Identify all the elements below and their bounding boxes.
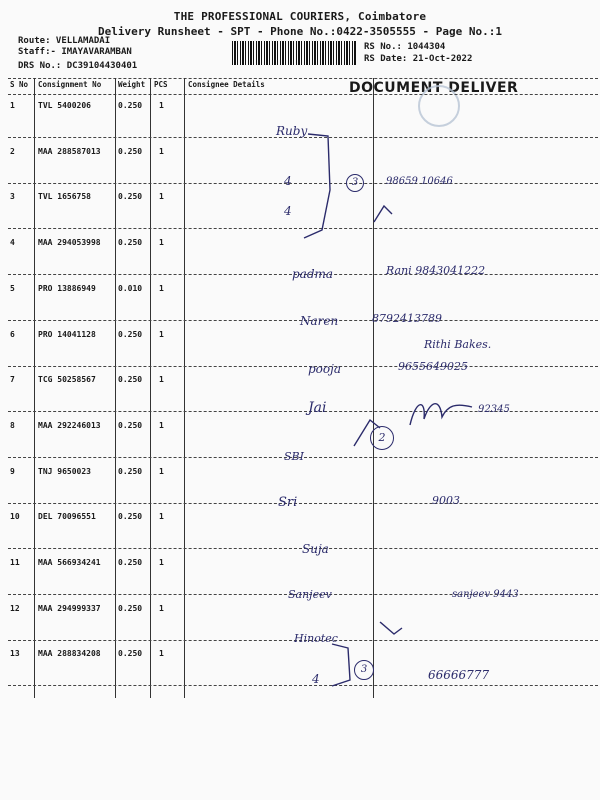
weight-value: 0.250 xyxy=(118,558,143,567)
pieces-count: 1 xyxy=(159,101,164,110)
pieces-count: 1 xyxy=(159,649,164,658)
consignment-number: MAA 288587013 xyxy=(38,147,101,156)
row-divider xyxy=(8,366,598,367)
signature-scribble xyxy=(406,395,476,431)
row-serial-number: 10 xyxy=(10,512,20,521)
handwriting-naren-phone: 8792413789 xyxy=(372,312,442,325)
handwriting-ruby: Ruby xyxy=(276,124,308,138)
row-serial-number: 5 xyxy=(10,284,15,293)
weight-value: 0.250 xyxy=(118,330,143,339)
row-serial-number: 2 xyxy=(10,147,15,156)
row-serial-number: 3 xyxy=(10,192,15,201)
consignment-number: TVL 5400206 xyxy=(38,101,91,110)
column-divider xyxy=(115,78,116,698)
ditto-mark: 4 xyxy=(284,174,292,188)
consignment-number: TNJ 9650023 xyxy=(38,467,91,476)
consignment-number: MAA 294053998 xyxy=(38,238,101,247)
drs-number: DRS No.: DC39104430401 xyxy=(18,61,138,71)
pieces-count: 1 xyxy=(159,330,164,339)
column-divider xyxy=(373,78,374,698)
handwriting-rithi: Rithi Bakes. xyxy=(424,338,492,351)
weight-value: 0.250 xyxy=(118,101,143,110)
pieces-count: 1 xyxy=(159,512,164,521)
signature-row-2: 98659 10646 xyxy=(386,176,453,187)
signature-row-12: sanjeev 9443 xyxy=(452,589,519,600)
pieces-count: 1 xyxy=(159,147,164,156)
row-divider xyxy=(8,685,598,686)
handwriting-suja: Suja xyxy=(302,542,329,556)
round-seal xyxy=(418,85,460,127)
rs-date: RS Date: 21-Oct-2022 xyxy=(364,54,473,64)
arrow-mark xyxy=(378,618,404,640)
row-divider xyxy=(8,503,598,504)
row-serial-number: 13 xyxy=(10,649,20,658)
weight-value: 0.250 xyxy=(118,512,143,521)
consignment-number: MAA 566934241 xyxy=(38,558,101,567)
column-divider xyxy=(184,78,185,698)
circled-count: 3 xyxy=(354,660,374,680)
pieces-count: 1 xyxy=(159,284,164,293)
signature-row-8: 92345 xyxy=(478,404,510,415)
pieces-count: 1 xyxy=(159,192,164,201)
pieces-count: 1 xyxy=(159,558,164,567)
bracket-mark xyxy=(328,640,358,690)
circled-count: 2 xyxy=(370,426,394,450)
col-pcs: PCS xyxy=(154,80,168,89)
pieces-count: 1 xyxy=(159,421,164,430)
consignment-number: PRO 13886949 xyxy=(38,284,96,293)
col-weight: Weight xyxy=(118,80,146,89)
barcode xyxy=(232,41,357,65)
ditto-mark: 4 xyxy=(284,204,292,218)
consignment-number: TCG 50258567 xyxy=(38,375,96,384)
weight-value: 0.250 xyxy=(118,467,143,476)
weight-value: 0.250 xyxy=(118,238,143,247)
weight-value: 0.010 xyxy=(118,284,143,293)
handwriting-naren: Naren xyxy=(300,314,339,328)
handwriting-rani: Rani 9843041222 xyxy=(386,264,486,277)
row-serial-number: 4 xyxy=(10,238,15,247)
table-top-border xyxy=(8,78,598,79)
staff-label: Staff:- IMAYAVARAMBAN xyxy=(18,47,132,57)
handwriting-sanjeev: Sanjeev xyxy=(288,588,332,601)
company-title: THE PROFESSIONAL COURIERS, Coimbatore xyxy=(173,10,427,23)
row-serial-number: 1 xyxy=(10,101,15,110)
handwriting-hinotec: Hinotec xyxy=(294,632,338,645)
row-serial-number: 7 xyxy=(10,375,15,384)
consignment-number: PRO 14041128 xyxy=(38,330,96,339)
col-consignee: Consignee Details xyxy=(188,80,265,89)
column-divider xyxy=(34,78,35,698)
weight-value: 0.250 xyxy=(118,604,143,613)
consignment-number: DEL 70096551 xyxy=(38,512,96,521)
document-delivered-stamp: DOCUMENT DELIVER xyxy=(349,80,519,96)
handwriting-sri: Sri xyxy=(278,495,298,510)
col-consignment: Consignment No xyxy=(38,80,102,89)
runsheet-subtitle: Delivery Runsheet - SPT - Phone No.:0422-3505555 - Page No.:1 xyxy=(98,25,502,38)
handwriting-padma: padma xyxy=(292,267,334,281)
row-serial-number: 12 xyxy=(10,604,20,613)
signature-row-10: 9003 xyxy=(432,494,460,507)
consignment-number: MAA 294999337 xyxy=(38,604,101,613)
rs-number: RS No.: 1044304 xyxy=(364,42,446,52)
route-label: Route: VELLAMADAI xyxy=(18,36,111,46)
column-divider xyxy=(150,78,151,698)
consignment-number: TVL 1656758 xyxy=(38,192,91,201)
weight-value: 0.250 xyxy=(118,192,143,201)
ditto-mark: 4 xyxy=(312,672,320,686)
signature-row-13: 66666777 xyxy=(428,668,490,682)
consignment-number: MAA 288834208 xyxy=(38,649,101,658)
handwriting-pooja: pooja xyxy=(308,362,342,376)
weight-value: 0.250 xyxy=(118,375,143,384)
circled-count: 3 xyxy=(346,174,364,192)
row-serial-number: 11 xyxy=(10,558,20,567)
pieces-count: 1 xyxy=(159,238,164,247)
consignment-number: MAA 292246013 xyxy=(38,421,101,430)
header-bottom-border xyxy=(8,94,598,95)
weight-value: 0.250 xyxy=(118,649,143,658)
pieces-count: 1 xyxy=(159,467,164,476)
row-serial-number: 6 xyxy=(10,330,15,339)
row-serial-number: 8 xyxy=(10,421,15,430)
handwriting-pooja-phone: 9655649025 xyxy=(398,360,468,373)
handwriting-sbi: SBI xyxy=(284,450,304,463)
pieces-count: 1 xyxy=(159,375,164,384)
col-sno: S No xyxy=(10,80,29,89)
weight-value: 0.250 xyxy=(118,147,143,156)
row-serial-number: 9 xyxy=(10,467,15,476)
pieces-count: 1 xyxy=(159,604,164,613)
arrow-mark xyxy=(370,200,396,226)
handwriting-jai: Jai xyxy=(308,400,327,416)
weight-value: 0.250 xyxy=(118,421,143,430)
bracket-mark xyxy=(300,130,340,245)
